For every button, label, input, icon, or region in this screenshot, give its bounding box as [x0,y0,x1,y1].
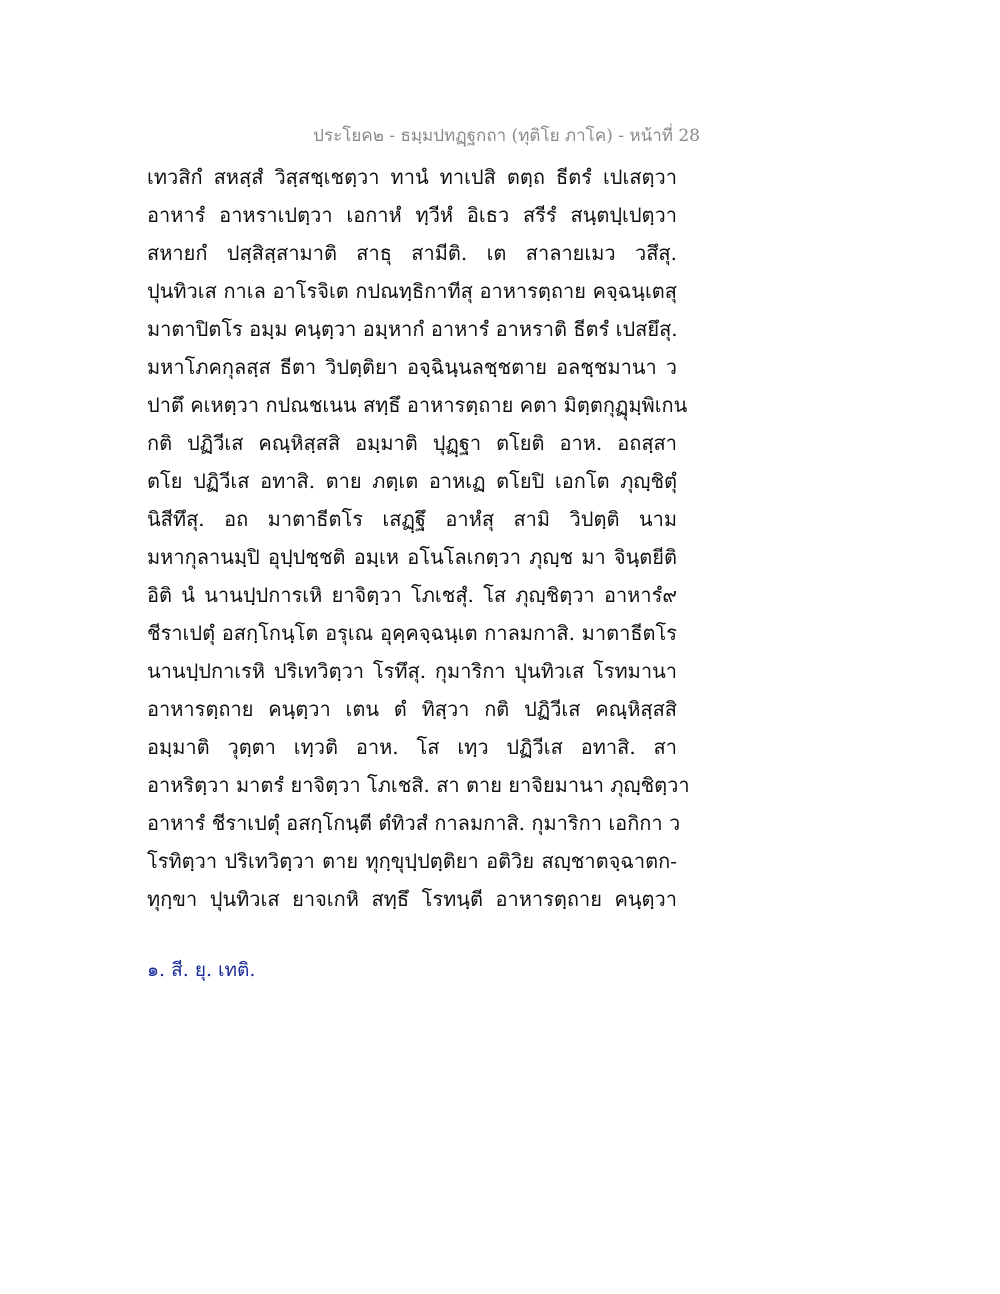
footnote: ๑. สี. ยุ. เทติ. [147,959,256,981]
body-text [147,158,690,918]
text-line: อาหารํ ชีราเปตุํ อสกฺโกนฺตี ตํทิวสํ กาลมกาสิ. กุมาริกา เอกิกา ว [147,811,681,835]
text-line: อาหริตฺวา มาตรํ ยาจิตฺวา โภเชสิ. สา ตาย ยาจิยมานา ภุญฺชิตฺวา [147,773,690,797]
text-line: ปุนทิวเส กาเล อาโรจิเต กปณทฺธิกาทีสุ อาหารตฺถาย คจฺฉนฺเตสุ [147,279,677,303]
text-line: นิสีทึสุ. อถ มาตาธีตโร เสฏฺฐึ อาหํสุ สามิ วิปตฺติ นาม [147,507,677,531]
text-line: ชีราเปตุํ อสกฺโกนฺโต อรุเณ อุคฺคจฺฉนฺเต กาลมกาสิ. มาตาธีตโร [147,621,677,645]
text-line: กติ ปฏิวีเส คณฺหิสฺสสิ อมฺมาติ ปุฏฺฐา ตโยติ อาห. อถสฺสา [147,431,677,455]
text-line: มาตาปิตโร อมฺม คนฺตฺวา อมฺหากํ อาหารํ อาหราติ ธีตรํ เปสยึสุ. [147,317,678,341]
text-line: ปาตึ คเหตฺวา กปณชเนน สทฺธึ อาหารตฺถาย คตา มิตฺตกุฏุมฺพิเกน [147,393,688,417]
text-line: มหากุลานมฺปิ อุปฺปชฺชติ อมฺเห อโนโลเกตฺวา ภุญฺช มา จินฺตยีติ [147,545,677,569]
text-line: มหาโภคกุลสฺส ธีตา วิปตฺติยา อจฺฉินฺนลชฺชตาย อลชฺชมานา ว [147,355,677,379]
text-line: ตโย ปฏิวีเส อทาสิ. ตาย ภตฺเต อาหเฏ ตโยปิ เอกโต ภุญฺชิตุํ [147,469,677,493]
text-line: อิติ นํ นานปฺปการเหิ ยาจิตฺวา โภเชสุํ. โส ภุญฺชิตฺวา อาหารํ๙ [147,583,677,607]
text-line: นานปฺปกาเรหิ ปริเทวิตฺวา โรทึสุ. กุมาริกา ปุนทิวเส โรทมานา [147,659,677,683]
running-header: ประโยค๒ - ธมฺมปทฏฺฐกถา (ทุติโย ภาโค) - หน้าที่ 28 [313,126,700,146]
text-line: อาหารตฺถาย คนฺตฺวา เตน ตํ ทิสฺวา กติ ปฏิวีเส คณฺหิสฺสสิ [147,697,677,721]
text-line: สหายกํ ปสฺสิสฺสามาติ สาธุ สามีติ. เต สาลายเมว วสึสุ. [147,241,677,265]
text-line: โรทิตฺวา ปริเทวิตฺวา ตาย ทุกฺขุปฺปตฺติยา อติวิย สญฺชาตจฺฉาตก- [147,849,677,873]
text-line: อมฺมาติ วุตฺตา เทฺวติ อาห. โส เทฺว ปฏิวีเส อทาสิ. สา [147,735,677,759]
text-line: อาหารํ อาหราเปตฺวา เอกาหํ ทฺวีหํ อิเธว สรีรํ สนฺตปฺเปตฺวา [147,203,677,227]
text-line: ทุกฺขา ปุนทิวเส ยาจเกหิ สทฺธึ โรทนฺตี อาหารตฺถาย คนฺตฺวา [147,887,677,911]
text-line: เทวสิกํ สหสฺสํ วิสฺสชฺเชตฺวา ทานํ ทาเปสิ ตตฺถ ธีตรํ เปเสตฺวา [147,165,677,189]
